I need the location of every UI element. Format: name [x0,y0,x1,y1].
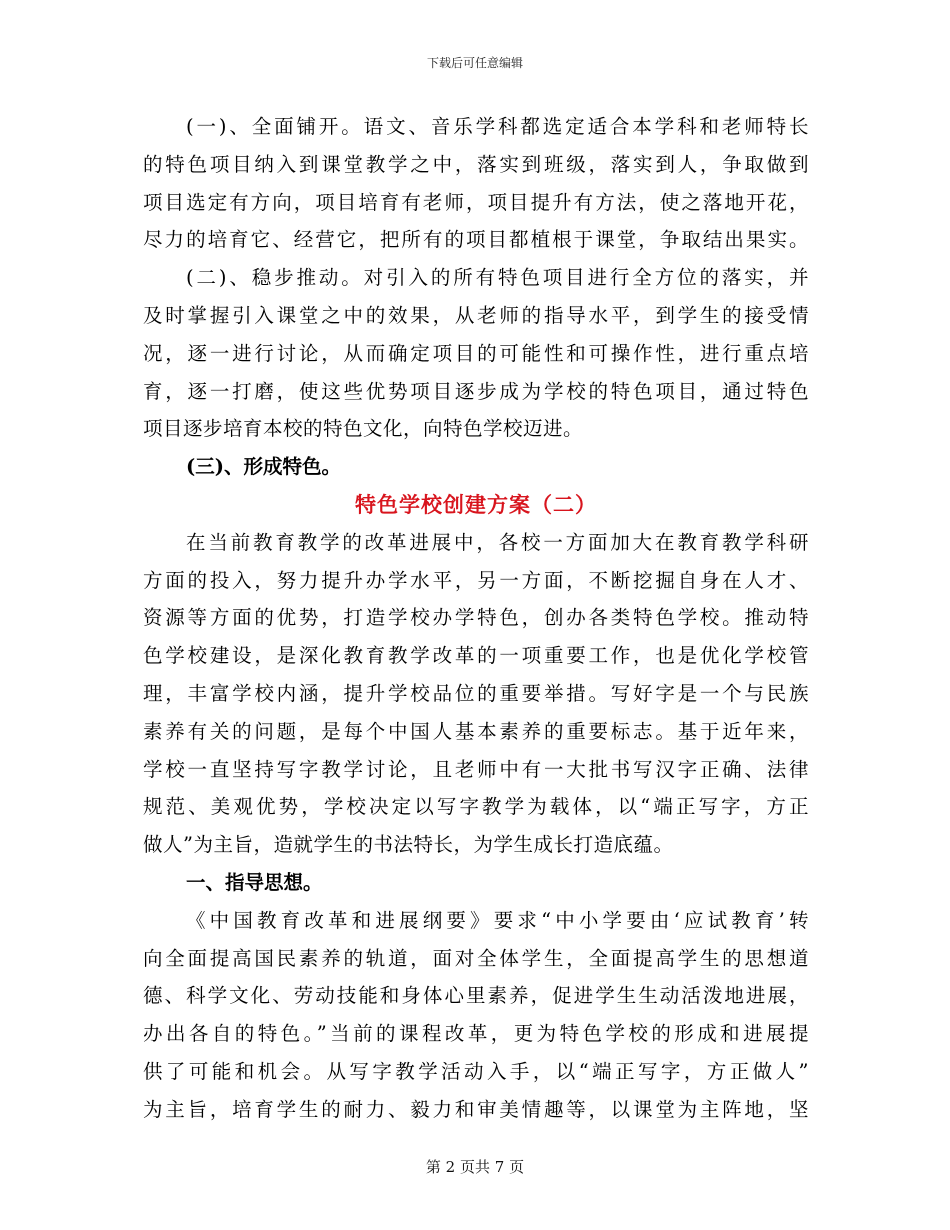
text-line: 项目选定有方向，项目培育有老师，项目提升有方法，使之落地开花， [143,190,809,214]
text-line: (一)、全面铺开。语文、音乐学科都选定适合本学科和老师特长 [186,115,809,138]
document-body [143,108,809,1129]
page-header: 下载后可任意编辑 [426,56,523,70]
paragraph-section-one [143,108,809,259]
text-line: 理，丰富学校内涵，提升学校品位的重要举措。写好字是一个与民族 [143,681,809,705]
text-line: 供了可能和机会。从写字教学活动入手，以“端正写字，方正做人” [143,1059,809,1083]
page-footer: 第 2 页共 7 页 [425,1158,525,1176]
paragraph-guiding [143,902,809,1129]
section-heading-guiding: 一、指导思想。 [186,870,323,894]
document-title: 特色学校创建方案（二） [355,491,597,517]
paragraph-intro [143,524,809,864]
text-line: 德、科学文化、劳动技能和身体心里素养，促进学生生动活泼地进展， [143,984,809,1008]
text-line: (二)、稳步推动。对引入的所有特色项目进行全方位的落实，并 [186,266,809,290]
text-line: 做人”为主旨，造就学生的书法特长，为学生成长打造底蕴。 [143,833,674,857]
text-line: 《中国教育改革和进展纲要》要求“中小学要由‘应试教育’转 [186,908,809,932]
text-line: 的特色项目纳入到课堂教学之中，落实到班级，落实到人，争取做到 [143,152,809,176]
text-line: 办出各自的特色。”当前的课程改革，更为特色学校的形成和进展提 [143,1022,809,1046]
paragraph-section-two [143,259,809,448]
text-line: 向全面提高国民素养的轨道，面对全体学生，全面提高学生的思想道 [143,946,809,970]
text-line: 尽力的培育它、经营它，把所有的项目都植根于课堂，争取结出果实。 [143,228,809,252]
text-line: 在当前教育教学的改革进展中，各校一方面加大在教育教学科研 [186,530,809,554]
text-line: 素养有关的问题，是每个中国人基本素养的重要标志。基于近年来， [143,719,809,743]
text-line: 规范、美观优势，学校决定以写字教学为载体，以“端正写字，方正 [143,795,809,819]
text-line: 为主旨，培育学生的耐力、毅力和审美情趣等，以课堂为主阵地，坚 [143,1097,809,1121]
section-heading-three: (三)、形成特色。 [186,455,341,479]
text-line: 况，逐一进行讨论，从而确定项目的可能性和可操作性，进行重点培 [143,341,809,365]
text-line: 项目逐步培育本校的特色文化，向特色学校迈进。 [143,417,584,441]
text-line: 方面的投入，努力提升办学水平，另一方面，不断挖掘自身在人才、 [143,568,809,592]
text-line: 色学校建设，是深化教育教学改革的一项重要工作，也是优化学校管 [143,644,809,668]
text-line: 学校一直坚持写字教学讨论，且老师中有一大批书写汉字正确、法律 [143,757,809,781]
text-line: 育，逐一打磨，使这些优势项目逐步成为学校的特色项目，通过特色 [143,379,809,403]
text-line: 及时掌握引入课堂之中的效果，从老师的指导水平，到学生的接受情 [143,303,809,327]
text-line: 资源等方面的优势，打造学校办学特色，创办各类特色学校。推动特 [143,606,809,630]
